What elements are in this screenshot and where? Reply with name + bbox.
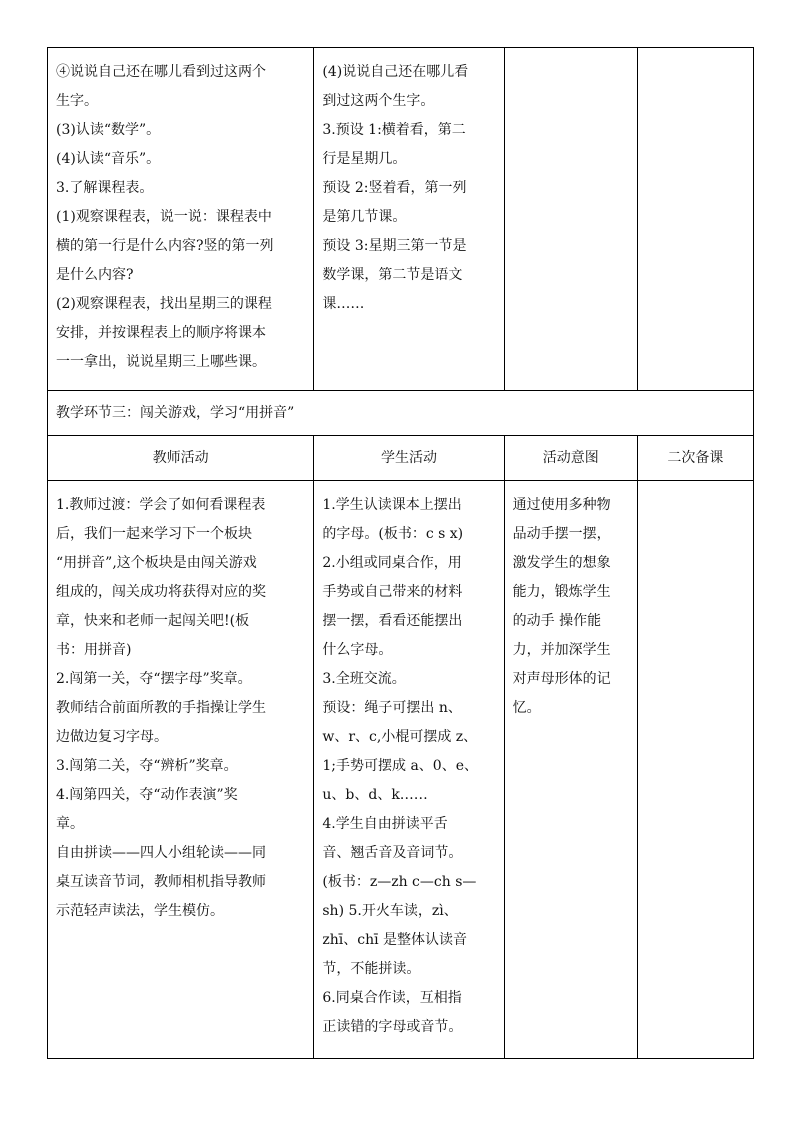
text-line: 1.学生认读课本上摆出 (322, 497, 462, 513)
text-line: 横的第一行是什么内容?竖的第一列 (56, 238, 274, 254)
column-header-row (48, 436, 754, 481)
second-preparation-cell (637, 48, 753, 391)
text-line: zhī、chī 是整体认读音 (322, 932, 468, 948)
text-line: 预设：绳子可摆出 n、 (322, 700, 462, 716)
game-activity-row (48, 481, 754, 1059)
text-line: w、r、c,小棍可摆成 z、 (322, 729, 478, 745)
text-line: 预设 3:星期三第一节是 (322, 238, 467, 254)
text-line: 预设 2:竖着看，第一列 (322, 180, 467, 196)
text-line: 4.闯第四关，夺“动作表演”奖 (56, 787, 238, 803)
section-title-row (48, 391, 754, 436)
text-line: 正读错的字母或音节。 (322, 1019, 463, 1035)
text-line: 4.学生自由拼读平舌 (322, 816, 448, 832)
lesson-plan-table (47, 47, 754, 1059)
text-line: 章，快来和老师一起闯关吧!(板 (56, 613, 250, 629)
text-line: 对声母形体的记 (512, 671, 611, 687)
text-line: (1)观察课程表，说一说：课程表中 (56, 209, 272, 225)
text-line: 教师结合前面所教的手指操让学生 (56, 700, 266, 716)
text-line: 书：用拼音) (56, 642, 132, 658)
text-line: 通过使用多种物 (512, 497, 611, 513)
text-line: (板书：z—zh c—ch s— (322, 874, 477, 890)
text-line: 数学课，第二节是语文 (322, 267, 463, 283)
text-line: ④说说自己还在哪儿看到过这两个 (56, 64, 266, 80)
student-activity-cell (314, 481, 504, 1059)
text-line: 示范轻声读法，学生模仿。 (56, 903, 224, 919)
text-line: 的字母。(板书：c s x) (322, 526, 464, 542)
header-activity-intent: 活动意图 (504, 436, 637, 481)
text-line: 6.同桌合作读，互相指 (322, 990, 462, 1006)
student-activity-text (314, 48, 503, 323)
text-line: 音、翘舌音及音词节。 (322, 845, 463, 861)
text-line: 桌互读音节词，教师相机指导教师 (56, 874, 266, 890)
text-line: “用拼音”,这个板块是由闯关游戏 (56, 555, 257, 571)
text-line: 1;手势可摆成 a、0、e、 (322, 758, 478, 774)
text-line: 节，不能拼读。 (322, 961, 421, 977)
text-line: (3)认读“数学”。 (56, 122, 161, 138)
teacher-activity-cell (48, 48, 314, 391)
text-line: 是第几节课。 (322, 209, 407, 225)
text-line: (2)观察课程表，找出星期三的课程 (56, 296, 272, 312)
text-line: 力，并加深学生 (512, 642, 611, 658)
student-activity-text (314, 481, 503, 1046)
text-line: 激发学生的想象 (512, 555, 611, 571)
text-line: 摆一摆，看看还能摆出 (322, 613, 463, 629)
header-student-activity: 学生活动 (314, 436, 504, 481)
text-line: 3.预设 1:横着看，第二 (322, 122, 466, 138)
text-line: 章。 (56, 816, 84, 832)
student-activity-cell (314, 48, 504, 391)
teacher-activity-text (48, 48, 313, 381)
text-line: (4)认读“音乐”。 (56, 151, 161, 167)
text-line: 行是星期几。 (322, 151, 407, 167)
text-line: 课…… (322, 296, 365, 312)
text-line: 2.小组或同桌合作，用 (322, 555, 462, 571)
text-line: 后，我们一起来学习下一个板块 (56, 526, 252, 542)
activity-intent-cell (504, 481, 637, 1059)
teacher-activity-cell (48, 481, 314, 1059)
text-line: 一一拿出，说说星期三上哪些课。 (56, 354, 266, 370)
text-line: 边做边复习字母。 (56, 729, 168, 745)
text-line: 安排，并按课程表上的顺序将课本 (56, 325, 266, 341)
text-line: 的动手 操作能 (512, 613, 602, 629)
text-line: 手势或自己带来的材料 (322, 584, 463, 600)
teacher-activity-text (48, 481, 313, 930)
text-line: 3.了解课程表。 (56, 180, 154, 196)
text-line: (4)说说自己还在哪儿看 (322, 64, 469, 80)
text-line: 1.教师过渡：学会了如何看课程表 (56, 497, 266, 513)
text-line: 能力，锻炼学生 (512, 584, 611, 600)
text-line: 品动手摆一摆， (512, 526, 611, 542)
header-teacher-activity: 教师活动 (48, 436, 314, 481)
continued-activity-row (48, 48, 754, 391)
section-title: 教学环节三：闯关游戏，学习“用拼音” (56, 405, 295, 421)
activity-intent-text (505, 481, 637, 727)
text-line: 3.全班交流。 (322, 671, 406, 687)
text-line: 到过这两个生字。 (322, 93, 435, 109)
header-second-preparation: 二次备课 (637, 436, 753, 481)
text-line: 是什么内容? (56, 267, 134, 283)
second-preparation-cell (637, 481, 753, 1059)
text-line: 忆。 (512, 700, 541, 716)
text-line: 组成的，闯关成功将获得对应的奖 (56, 584, 266, 600)
text-line: 生字。 (56, 93, 98, 109)
text-line: 自由拼读——四人小组轮读——同 (56, 845, 266, 861)
text-line: 2.闯第一关，夺“摆字母”奖章。 (56, 671, 252, 687)
text-line: sh) 5.开火车读，zì、 (322, 903, 458, 919)
text-line: 什么字母。 (322, 642, 393, 658)
activity-intent-cell (504, 48, 637, 391)
text-line: 3.闯第二关，夺“辨析”奖章。 (56, 758, 238, 774)
text-line: u、b、d、k…… (322, 787, 428, 803)
section-title-cell (48, 391, 754, 436)
